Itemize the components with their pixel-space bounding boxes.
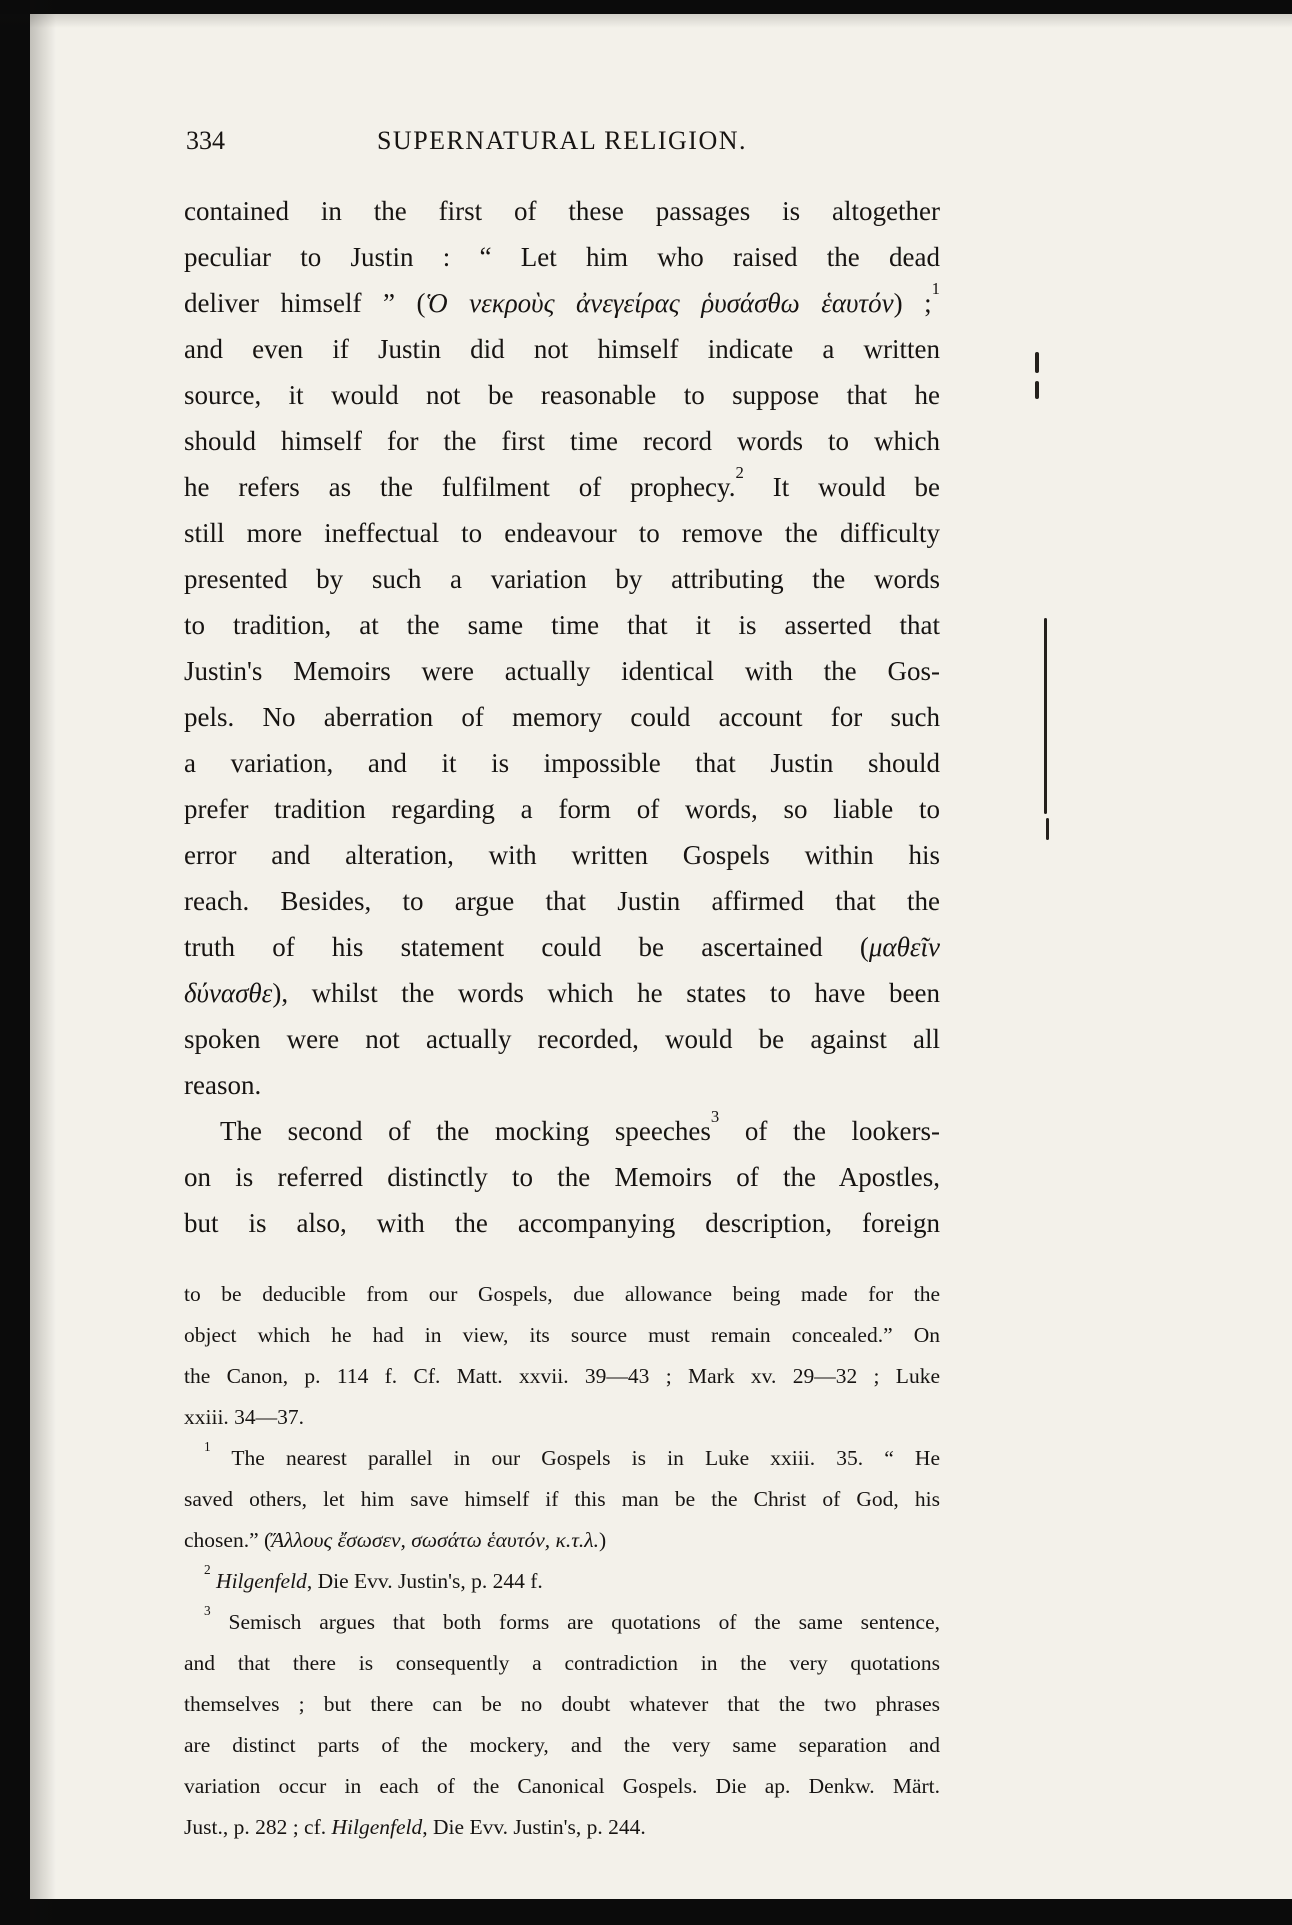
text-segment: pels. No aberration of memory could account for such bbox=[184, 702, 940, 732]
text-segment: spoken were not actually recorded, would be against all bbox=[184, 1024, 940, 1054]
text-segment: reason. bbox=[184, 1070, 262, 1100]
text-segment: xxiii. 34—37. bbox=[184, 1405, 305, 1429]
text-line bbox=[184, 970, 940, 1016]
text-segment: themselves ; but there can be no doubt whatever that the two phrases bbox=[184, 1692, 940, 1716]
scan-artifact bbox=[1035, 352, 1039, 373]
text-segment: a variation, and it is impossible that Justin should bbox=[184, 748, 940, 778]
text-line bbox=[184, 1725, 940, 1766]
text-line bbox=[184, 786, 940, 832]
text-line bbox=[184, 556, 940, 602]
text-segment: source, it would not be reasonable to suppose that he bbox=[184, 380, 940, 410]
text-segment: the Canon, p. 114 f. Cf. Matt. xxvii. 39—43 ; Mark xv. 29—32 ; Luke bbox=[184, 1364, 940, 1388]
scan-shadow-top bbox=[0, 14, 1292, 28]
text-line bbox=[184, 418, 940, 464]
italic-text: Ὁ νεκροὺς ἀνεγείρας ῥυσάσθω ἑαυτόν bbox=[425, 288, 894, 318]
text-line bbox=[184, 1602, 940, 1643]
text-segment: on is referred distinctly to the Memoirs of the Apostles, bbox=[184, 1162, 940, 1192]
text-segment: of the lookers- bbox=[719, 1116, 941, 1146]
text-line bbox=[184, 1315, 940, 1356]
text-segment: and even if Justin did not himself indicate a written bbox=[184, 334, 940, 364]
text-segment: contained in the first of these passages is altogether bbox=[184, 196, 940, 226]
text-segment: object which he had in view, its source must remain concealed.” On bbox=[184, 1323, 940, 1347]
text-line bbox=[184, 510, 940, 556]
italic-text: Ἄλλους ἔσωσεν, σωσάτω ἑαυτόν, κ.τ.λ. bbox=[271, 1528, 599, 1552]
text-line bbox=[184, 326, 940, 372]
footnote-marker: 3 bbox=[204, 1602, 211, 1618]
footnote-1 bbox=[184, 1438, 940, 1561]
text-line bbox=[184, 372, 940, 418]
text-line bbox=[184, 694, 940, 740]
text-line bbox=[184, 1479, 940, 1520]
scan-border-bottom bbox=[0, 1899, 1292, 1925]
text-segment: ), whilst the words which he states to have been bbox=[272, 978, 940, 1008]
text-line bbox=[184, 1356, 940, 1397]
text-segment: Justin's Memoirs were actually identical with the Gos- bbox=[184, 656, 940, 686]
text-segment: Semisch argues that both forms are quotations of the same sentence, bbox=[210, 1610, 940, 1634]
text-segment: he refers as the fulfilment of prophecy. bbox=[184, 472, 736, 502]
footnote-continuation bbox=[184, 1274, 940, 1438]
text-line bbox=[184, 924, 940, 970]
text-segment: reach. Besides, to argue that Justin affirmed that the bbox=[184, 886, 940, 916]
italic-text: Hilgenfeld bbox=[216, 1569, 307, 1593]
scan-artifact bbox=[1044, 618, 1047, 814]
scan-artifact bbox=[1046, 818, 1049, 840]
footnote-marker: 1 bbox=[204, 1438, 211, 1454]
text-line bbox=[184, 280, 940, 326]
scan-border-top bbox=[0, 0, 1292, 14]
text-line bbox=[184, 740, 940, 786]
italic-text: μαθεῖν bbox=[868, 932, 940, 962]
text-line bbox=[184, 1397, 940, 1438]
text-line bbox=[184, 1766, 940, 1807]
text-segment: Just., p. 282 ; cf. bbox=[184, 1815, 332, 1839]
footnote-marker: 2 bbox=[735, 463, 744, 483]
text-line bbox=[184, 1016, 940, 1062]
text-line bbox=[184, 1561, 940, 1602]
scan-shadow-left bbox=[30, 0, 56, 1925]
footnote-3 bbox=[184, 1602, 940, 1848]
paragraph bbox=[184, 188, 940, 1108]
text-line bbox=[184, 188, 940, 234]
paragraph bbox=[184, 1108, 940, 1246]
text-segment: deliver himself ” ( bbox=[184, 288, 426, 318]
text-line bbox=[184, 1807, 940, 1848]
text-segment: prefer tradition regarding a form of words, so liable to bbox=[184, 794, 940, 824]
text-line bbox=[184, 832, 940, 878]
footnote-2 bbox=[184, 1561, 940, 1602]
footnotes bbox=[184, 1274, 940, 1848]
text-line bbox=[184, 1200, 940, 1246]
text-segment: to tradition, at the same time that it is asserted that bbox=[184, 610, 940, 640]
text-segment: and that there is consequently a contradiction in the very quotations bbox=[184, 1651, 940, 1675]
text-segment: , Die Evv. Justin's, p. 244 f. bbox=[306, 1569, 543, 1593]
italic-text: Hilgenfeld bbox=[331, 1815, 423, 1839]
scan-artifact bbox=[1035, 381, 1039, 399]
text-line bbox=[184, 464, 940, 510]
text-segment: to be deducible from our Gospels, due allowance being made for the bbox=[184, 1282, 940, 1306]
text-segment: variation occur in each of the Canonical Gospels. Die ap. Denkw. Märt. bbox=[184, 1774, 940, 1798]
text-segment: ) ; bbox=[893, 288, 932, 318]
text-segment: The nearest parallel in our Gospels is in Luke xxiii. 35. “ He bbox=[210, 1446, 940, 1470]
text-line bbox=[184, 1684, 940, 1725]
text-segment: still more ineffectual to endeavour to remove the difficulty bbox=[184, 518, 940, 548]
text-line bbox=[184, 648, 940, 694]
text-line bbox=[184, 1520, 940, 1561]
scan-border-left bbox=[0, 0, 30, 1925]
page-number: 334 bbox=[186, 126, 225, 155]
text-line bbox=[184, 1643, 940, 1684]
text-segment: error and alteration, with written Gospels within his bbox=[184, 840, 940, 870]
text-line bbox=[184, 1274, 940, 1315]
text-line bbox=[184, 1154, 940, 1200]
text-line bbox=[184, 234, 940, 280]
footnote-marker: 1 bbox=[931, 279, 940, 299]
running-header: SUPERNATURAL RELIGION. bbox=[376, 126, 748, 155]
text-line bbox=[184, 1108, 940, 1154]
text-segment: peculiar to Justin : “ Let him who raised the dead bbox=[184, 242, 940, 272]
text-segment: but is also, with the accompanying description, foreign bbox=[184, 1208, 940, 1238]
text-line bbox=[184, 602, 940, 648]
body-text bbox=[184, 188, 940, 1246]
text-segment: saved others, let him save himself if this man be the Christ of God, his bbox=[184, 1487, 940, 1511]
page-header bbox=[184, 126, 940, 160]
text-segment: should himself for the first time record words to which bbox=[184, 426, 940, 456]
text-segment: chosen.” ( bbox=[184, 1528, 272, 1552]
text-segment: The second of the mocking speeches bbox=[220, 1116, 711, 1146]
text-segment: are distinct parts of the mockery, and the very same separation and bbox=[184, 1733, 940, 1757]
text-line bbox=[184, 1438, 940, 1479]
italic-text: δύνασθε bbox=[184, 978, 273, 1008]
text-line bbox=[184, 878, 940, 924]
text-segment: ) bbox=[599, 1528, 607, 1552]
text-segment: , Die Evv. Justin's, p. 244. bbox=[422, 1815, 646, 1839]
text-line bbox=[184, 1062, 940, 1108]
text-segment: It would be bbox=[743, 472, 940, 502]
text-segment: truth of his statement could be ascertained ( bbox=[184, 932, 869, 962]
footnote-marker: 3 bbox=[710, 1107, 720, 1127]
footnote-marker: 2 bbox=[204, 1561, 211, 1577]
text-segment: presented by such a variation by attributing the words bbox=[184, 564, 940, 594]
